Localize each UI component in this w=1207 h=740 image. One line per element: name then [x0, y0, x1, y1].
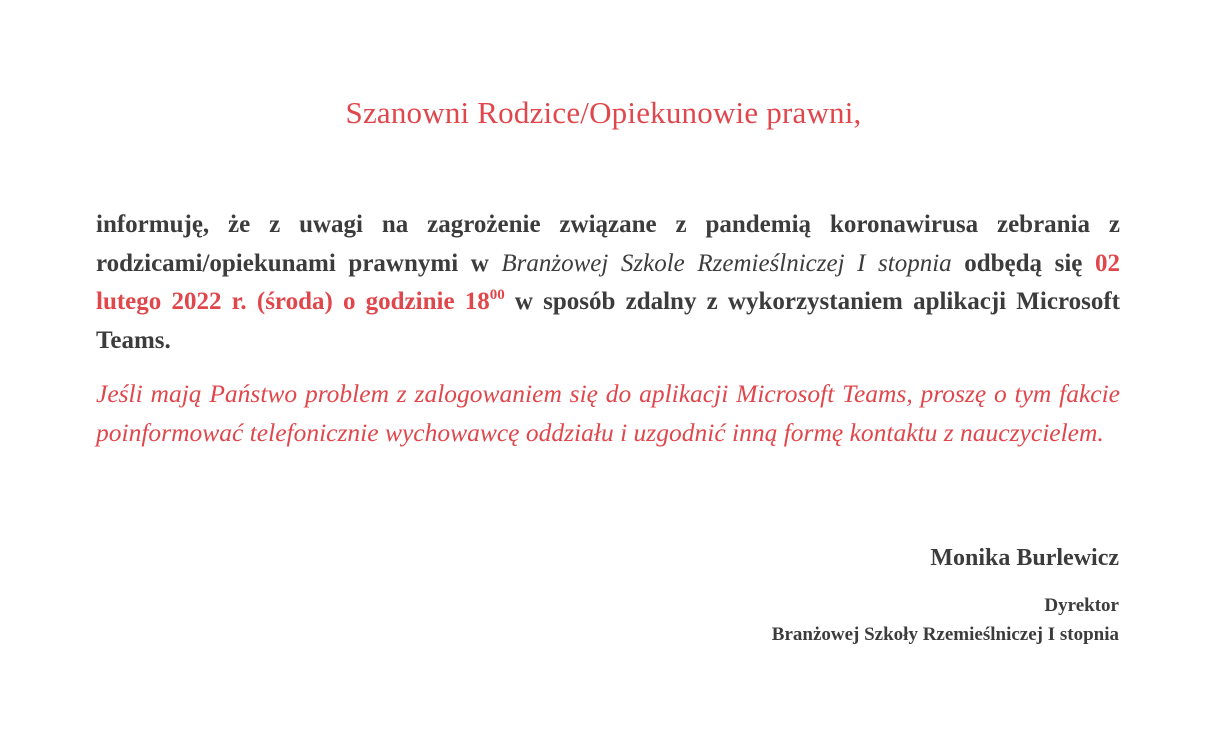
will-take-place-text: odbędą się	[951, 249, 1095, 277]
announcement-ending: w sposób zdalny z wykorzystaniem aplikacji Microsoft Teams.	[96, 288, 1120, 354]
signature-school: Branżowej Szkoły Rzemieślniczej I stopnia	[771, 624, 1119, 645]
signature-name: Monika Burlewicz	[930, 545, 1119, 571]
meeting-date-time: 02 lutego 2022 r. (środa) o godzinie 18	[96, 249, 1120, 315]
signature-role: Dyrektor	[1044, 595, 1119, 616]
meeting-time-minutes: 00	[489, 287, 505, 303]
teams-problem-notice: Jeśli mają Państwo problem z zalogowaniem się do aplikacji Microsoft Teams, proszę o tym fakcie poinformować telefonicznie wychowawcę oddziału i uzgodnić inną formę kontaktu z nauczycielem.	[96, 379, 1120, 447]
announcement-intro: informuję, że z uwagi na zagrożenie związane z pandemią koronawirusa zebrania z rodzicami/opiekunami prawnymi w	[96, 211, 1120, 277]
letter-greeting: Szanowni Rodzice/Opiekunowie prawni,	[345, 95, 862, 130]
announcement-paragraph	[96, 206, 1120, 360]
school-name-italic: Branżowej Szkole Rzemieślniczej I stopnia	[501, 249, 952, 277]
